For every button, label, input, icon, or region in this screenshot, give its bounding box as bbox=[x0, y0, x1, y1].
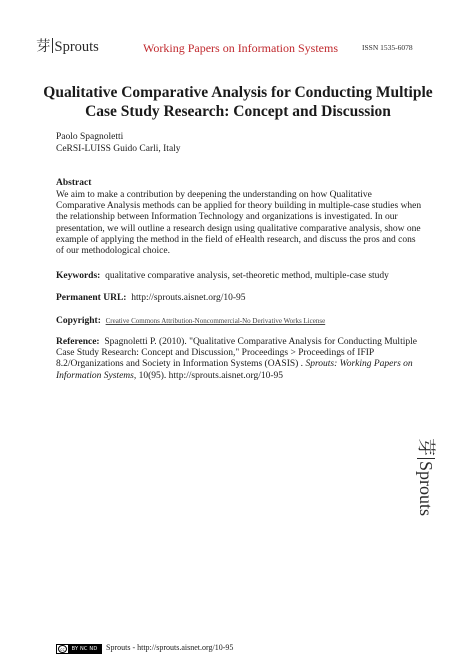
author-affiliation: CeRSI-LUISS Guido Carli, Italy bbox=[56, 144, 181, 154]
keywords-value: qualitative comparative analysis, set-theoretic method, multiple-case study bbox=[105, 271, 389, 281]
author-block bbox=[56, 131, 181, 155]
abstract-heading: Abstract bbox=[56, 178, 92, 188]
side-logo-glyph: 芽 bbox=[416, 438, 436, 456]
side-logo-divider bbox=[417, 458, 435, 459]
permanent-url-label: Permanent URL: bbox=[56, 293, 127, 303]
paper-title: Qualitative Comparative Analysis for Conducting Multiple Case Study Research: Concept and Discussion bbox=[43, 84, 433, 120]
reference-tail: , 10(95). http://sprouts.aisnet.org/10-95 bbox=[133, 370, 284, 381]
copyright bbox=[56, 316, 325, 327]
cc-badge-text: BY NC ND bbox=[68, 645, 101, 653]
author-name: Paolo Spagnoletti bbox=[56, 132, 124, 142]
abstract-text: We aim to make a contribution by deepening the understanding on how Qualitative Comparative Analysis methods can be applied for theory building in multiple-case studies when the relationship between Information Technology and organizations is investigated. In our presentation, we will outline a research design using qualitative comparative analysis, show one example of applying the method in the field of eHealth research, and discuss the pros and cons of our methodological choice. bbox=[56, 190, 422, 257]
logo-text: Sprouts bbox=[54, 39, 99, 55]
cc-icon: cc bbox=[58, 645, 67, 653]
license-link[interactable]: Creative Commons Attribution-Noncommercial-No Derivative Works License bbox=[105, 317, 326, 325]
reference bbox=[56, 337, 422, 382]
side-sprouts-logo bbox=[414, 438, 440, 516]
keywords bbox=[56, 271, 389, 282]
footer-text: Sprouts - http://sprouts.aisnet.org/10-95 bbox=[106, 643, 234, 652]
logo-divider bbox=[52, 38, 53, 53]
reference-journal: Sprouts: Working Papers on Information Systems bbox=[56, 359, 413, 381]
permanent-url-link[interactable]: http://sprouts.aisnet.org/10-95 bbox=[131, 293, 246, 303]
keywords-label: Keywords: bbox=[56, 271, 101, 281]
permanent-url bbox=[56, 293, 246, 304]
reference-label: Reference: bbox=[56, 337, 100, 347]
reference-text: Spagnoletti P. (2010). "Qualitative Comparative Analysis for Conducting Multiple Case Study Research: Concept and Discussion," Proceedings > Proceedings of IFIP 8.2/Organizations and Society in Information Systems (OASIS) . bbox=[56, 337, 417, 370]
logo-glyph: 芽 bbox=[36, 39, 51, 55]
creative-commons-badge[interactable] bbox=[56, 644, 102, 654]
side-logo-text: Sprouts bbox=[416, 461, 436, 517]
copyright-label: Copyright: bbox=[56, 316, 101, 326]
sprouts-logo bbox=[36, 35, 99, 56]
issn: ISSN 1535-6078 bbox=[362, 43, 413, 52]
series-title: Working Papers on Information Systems bbox=[143, 41, 339, 55]
